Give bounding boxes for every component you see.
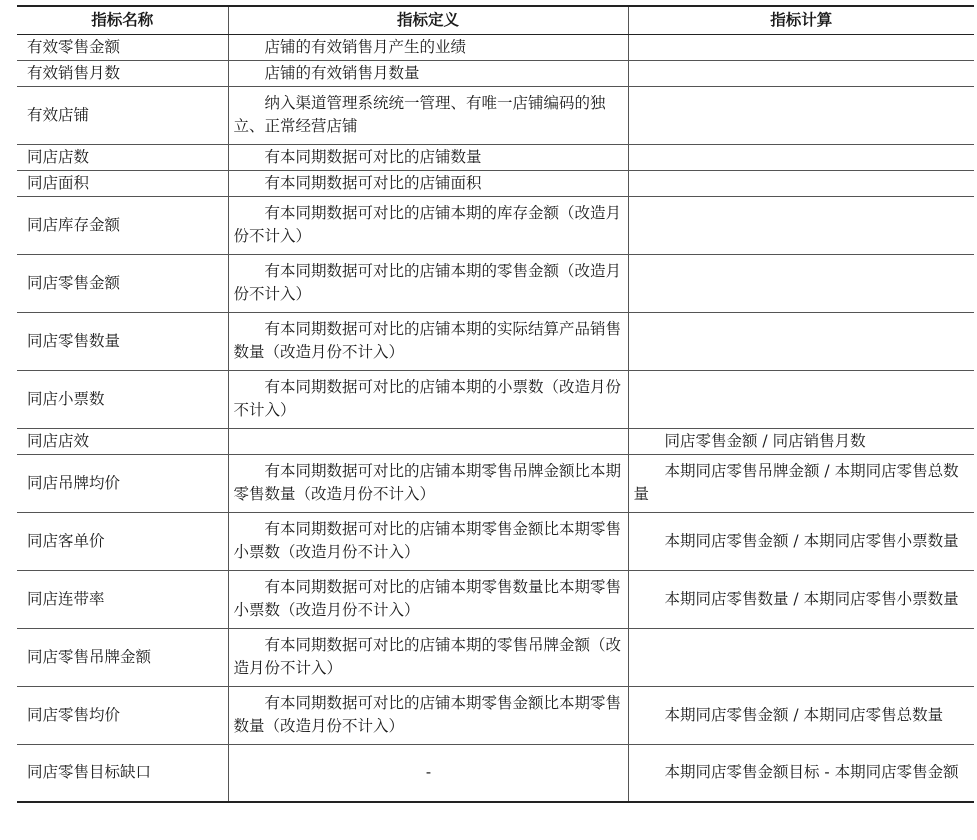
metric-calc-cell xyxy=(628,170,974,196)
metric-name-cell: 同店连带率 xyxy=(17,570,228,628)
metric-name-cell: 同店店效 xyxy=(17,428,228,454)
metric-calc-cell xyxy=(628,312,974,370)
metric-name-cell: 同店小票数 xyxy=(17,370,228,428)
metric-name-cell: 同店零售数量 xyxy=(17,312,228,370)
metric-name-cell: 有效店铺 xyxy=(17,86,228,144)
table-row xyxy=(17,312,974,370)
metric-definition-cell: 有本同期数据可对比的店铺本期零售吊牌金额比本期零售数量（改造月份不计入） xyxy=(228,454,628,512)
metric-definition-cell: 有本同期数据可对比的店铺本期零售金额比本期零售数量（改造月份不计入） xyxy=(228,686,628,744)
table-header-row xyxy=(17,6,974,34)
table-row xyxy=(17,60,974,86)
table-row xyxy=(17,570,974,628)
metrics-table xyxy=(17,5,974,803)
table-row xyxy=(17,744,974,802)
metric-name-cell: 有效零售金额 xyxy=(17,34,228,60)
metric-definition-cell: 有本同期数据可对比的店铺本期的零售金额（改造月份不计入） xyxy=(228,254,628,312)
metric-calc-cell xyxy=(628,628,974,686)
metric-calc-cell xyxy=(628,86,974,144)
metric-definition-cell: 有本同期数据可对比的店铺面积 xyxy=(228,170,628,196)
metric-definition-cell: - xyxy=(228,744,628,802)
metric-definition-cell: 有本同期数据可对比的店铺本期的库存金额（改造月份不计入） xyxy=(228,196,628,254)
metric-calc-cell xyxy=(628,370,974,428)
metric-definition-cell: 有本同期数据可对比的店铺本期零售数量比本期零售小票数（改造月份不计入） xyxy=(228,570,628,628)
metric-definition-cell: 有本同期数据可对比的店铺本期的小票数（改造月份不计入） xyxy=(228,370,628,428)
metric-calc-cell: 本期同店零售金额 / 本期同店零售小票数量 xyxy=(628,512,974,570)
metric-definition-cell: 有本同期数据可对比的店铺数量 xyxy=(228,144,628,170)
table-row xyxy=(17,686,974,744)
metric-name-cell: 同店店数 xyxy=(17,144,228,170)
metric-calc-cell xyxy=(628,34,974,60)
metric-name-cell: 同店吊牌均价 xyxy=(17,454,228,512)
metric-calc-cell xyxy=(628,144,974,170)
metric-definition-cell xyxy=(228,428,628,454)
header-metric-calculation: 指标计算 xyxy=(628,6,974,34)
table-row xyxy=(17,428,974,454)
metric-calc-cell: 本期同店零售吊牌金额 / 本期同店零售总数量 xyxy=(628,454,974,512)
header-metric-name: 指标名称 xyxy=(17,6,228,34)
table-row xyxy=(17,254,974,312)
metric-calc-cell xyxy=(628,60,974,86)
table-row xyxy=(17,512,974,570)
metric-name-cell: 有效销售月数 xyxy=(17,60,228,86)
metric-name-cell: 同店零售目标缺口 xyxy=(17,744,228,802)
table-row xyxy=(17,86,974,144)
metric-name-cell: 同店零售金额 xyxy=(17,254,228,312)
metric-calc-cell: 本期同店零售数量 / 本期同店零售小票数量 xyxy=(628,570,974,628)
metric-calc-cell xyxy=(628,254,974,312)
metric-name-cell: 同店零售吊牌金额 xyxy=(17,628,228,686)
table-row xyxy=(17,34,974,60)
metric-definition-cell: 店铺的有效销售月数量 xyxy=(228,60,628,86)
metric-name-cell: 同店客单价 xyxy=(17,512,228,570)
metric-calc-cell: 本期同店零售金额 / 本期同店零售总数量 xyxy=(628,686,974,744)
metric-calc-cell xyxy=(628,196,974,254)
table-row xyxy=(17,628,974,686)
metric-definition-cell: 有本同期数据可对比的店铺本期零售金额比本期零售小票数（改造月份不计入） xyxy=(228,512,628,570)
metric-name-cell: 同店零售均价 xyxy=(17,686,228,744)
metric-definition-cell: 有本同期数据可对比的店铺本期的零售吊牌金额（改造月份不计入） xyxy=(228,628,628,686)
table-row xyxy=(17,196,974,254)
table-row xyxy=(17,454,974,512)
metric-calc-cell: 本期同店零售金额目标 - 本期同店零售金额 xyxy=(628,744,974,802)
metric-name-cell: 同店库存金额 xyxy=(17,196,228,254)
table-row xyxy=(17,170,974,196)
metric-calc-cell: 同店零售金额 / 同店销售月数 xyxy=(628,428,974,454)
table-row xyxy=(17,144,974,170)
metric-name-cell: 同店面积 xyxy=(17,170,228,196)
metric-definition-cell: 纳入渠道管理系统统一管理、有唯一店铺编码的独立、正常经营店铺 xyxy=(228,86,628,144)
metric-definition-cell: 店铺的有效销售月产生的业绩 xyxy=(228,34,628,60)
header-metric-definition: 指标定义 xyxy=(228,6,628,34)
metric-definition-cell: 有本同期数据可对比的店铺本期的实际结算产品销售数量（改造月份不计入） xyxy=(228,312,628,370)
table-row xyxy=(17,370,974,428)
